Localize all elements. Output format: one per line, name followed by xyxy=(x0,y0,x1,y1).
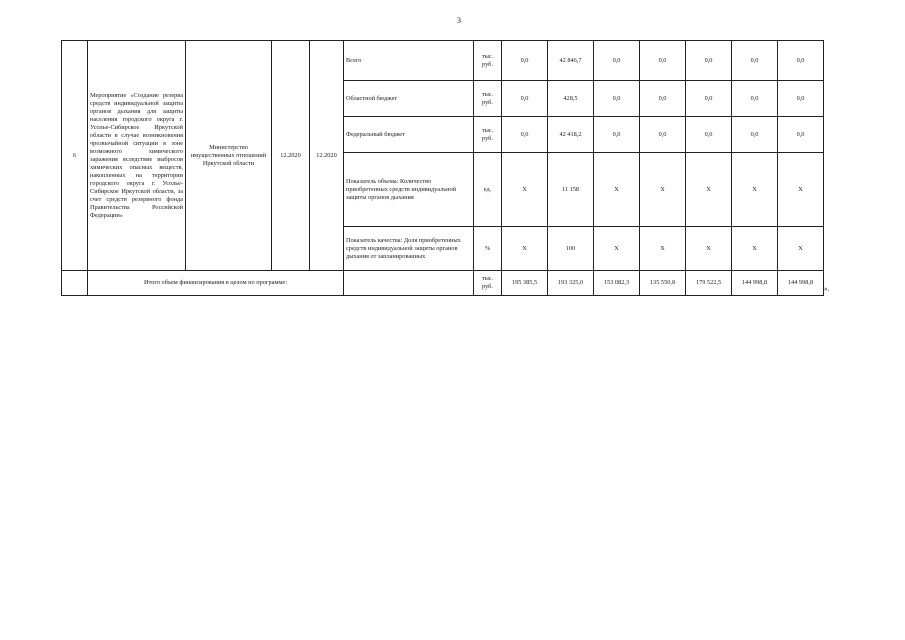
value-cell: Х xyxy=(732,227,778,271)
value-cell: 0,0 xyxy=(640,81,686,117)
value-cell: 0,0 xyxy=(732,41,778,81)
value-cell: 0,0 xyxy=(732,81,778,117)
indicator-label: Показатель объема: Количество приобретенных средств индивидуальной защиты органов дыхания xyxy=(344,153,474,227)
start-date: 12.2020 xyxy=(272,41,310,271)
value-cell: Х xyxy=(502,153,548,227)
value-cell: Х xyxy=(594,153,640,227)
value-cell: 0,0 xyxy=(502,81,548,117)
empty-cell xyxy=(344,271,474,296)
value-cell: 11 158 xyxy=(548,153,594,227)
value-cell: 0,0 xyxy=(686,41,732,81)
value-cell: Х xyxy=(686,227,732,271)
total-value: 135 550,8 xyxy=(640,271,686,296)
total-value: 144 998,8 xyxy=(778,271,824,296)
value-cell: Х xyxy=(640,153,686,227)
value-cell: 0,0 xyxy=(778,117,824,153)
executor: Министерство имущественных отношений Иркутской области xyxy=(186,41,272,271)
value-cell: Х xyxy=(594,227,640,271)
unit: тыс. руб. xyxy=(474,41,502,81)
table-row xyxy=(62,41,824,81)
value-cell: 100 xyxy=(548,227,594,271)
value-cell: Х xyxy=(732,153,778,227)
empty-cell xyxy=(62,271,88,296)
total-value: 179 522,5 xyxy=(686,271,732,296)
value-cell: 42 418,2 xyxy=(548,117,594,153)
total-value: 195 385,5 xyxy=(502,271,548,296)
total-value: 153 082,3 xyxy=(594,271,640,296)
value-cell: Х xyxy=(778,153,824,227)
end-date: 12.2020 xyxy=(310,41,344,271)
value-cell: 0,0 xyxy=(778,41,824,81)
source-label: Областной бюджет xyxy=(344,81,474,117)
value-cell: 0,0 xyxy=(640,41,686,81)
value-cell: 0,0 xyxy=(502,41,548,81)
source-label: Всего xyxy=(344,41,474,81)
value-cell: 0,0 xyxy=(594,41,640,81)
value-cell: 0,0 xyxy=(594,117,640,153)
value-cell: 42 846,7 xyxy=(548,41,594,81)
page-number: 3 xyxy=(457,16,461,25)
closing-quote: ». xyxy=(824,285,830,293)
value-cell: 0,0 xyxy=(686,117,732,153)
value-cell: Х xyxy=(502,227,548,271)
unit: ед. xyxy=(474,153,502,227)
value-cell: Х xyxy=(778,227,824,271)
unit: тыс. руб. xyxy=(474,117,502,153)
unit: тыс. руб. xyxy=(474,271,502,296)
total-value: 144 998,8 xyxy=(732,271,778,296)
value-cell: 0,0 xyxy=(502,117,548,153)
total-label: Итого объем финансирования в целом по программе: xyxy=(88,271,344,296)
value-cell: 0,0 xyxy=(686,81,732,117)
value-cell: 428,5 xyxy=(548,81,594,117)
source-label: Федеральный бюджет xyxy=(344,117,474,153)
value-cell: 0,0 xyxy=(732,117,778,153)
unit: тыс. руб. xyxy=(474,81,502,117)
value-cell: Х xyxy=(686,153,732,227)
row-number: 6 xyxy=(62,41,88,271)
value-cell: 0,0 xyxy=(640,117,686,153)
value-cell: Х xyxy=(640,227,686,271)
total-row xyxy=(62,271,824,296)
indicator-label: Показатель качества: Доля приобретенных средств индивидуальной защиты органов дыхания от запланированных xyxy=(344,227,474,271)
event-name: Мероприятие «Создание резерва средств индивидуальной защиты органов дыхания для защиты населения городского округа г. Усолье-Сибирское Иркутской области в случае возникновения чрезвычайной ситуации в зоне возможного химического заражения вследствие выбросов химических опасных веществ, накопленных на территории городского округа г. Усолье-Сибирское Иркутской области, за счет средств резервного фонда Правительства Российской Федерации» xyxy=(88,41,186,271)
value-cell: 0,0 xyxy=(594,81,640,117)
value-cell: 0,0 xyxy=(778,81,824,117)
unit: % xyxy=(474,227,502,271)
program-table xyxy=(61,40,824,296)
total-value: 193 325,0 xyxy=(548,271,594,296)
